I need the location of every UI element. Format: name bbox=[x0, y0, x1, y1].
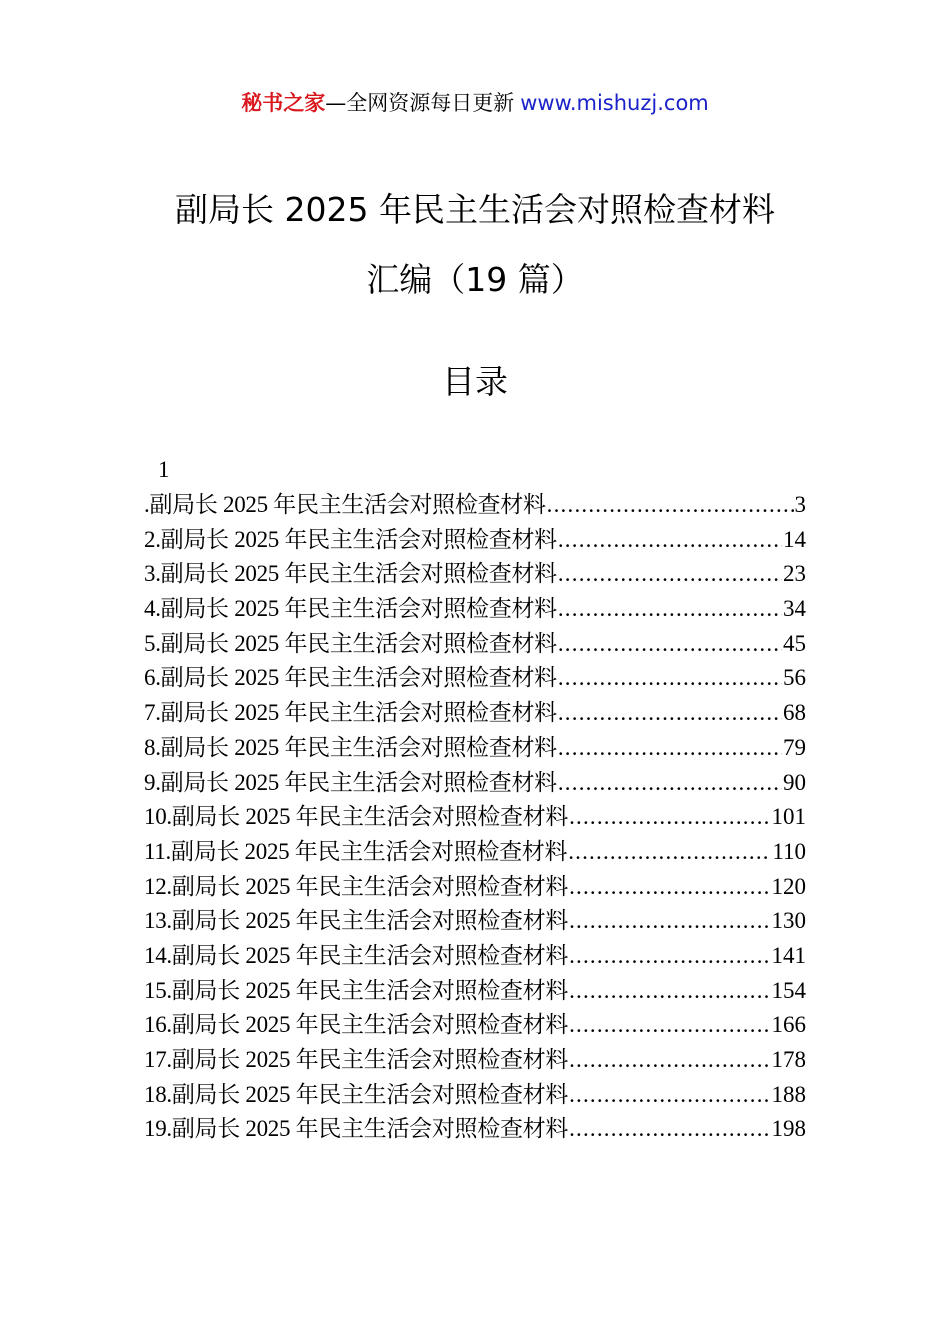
toc-page-number: 34 bbox=[783, 596, 806, 622]
toc-entry-label: 副局长 2025 年民主生活会对照检查材料 bbox=[171, 1081, 569, 1107]
toc-entry-number: 3. bbox=[144, 561, 161, 587]
toc-entry-title bbox=[144, 1043, 568, 1078]
toc-entry[interactable] bbox=[144, 800, 806, 835]
toc-entry-label: 副局长 2025 年民主生活会对照检查材料 bbox=[171, 804, 569, 830]
toc-entry-number: 9. bbox=[144, 769, 161, 795]
toc-dot-leader bbox=[569, 1112, 770, 1147]
toc-dot-leader bbox=[547, 488, 794, 523]
toc-dot-leader bbox=[569, 974, 770, 1009]
toc-entry[interactable] bbox=[144, 870, 806, 905]
document-title-line-1: 副局长 2025 年民主生活会对照检查材料 bbox=[175, 190, 775, 229]
toc-entry-number: 6. bbox=[144, 665, 161, 691]
table-of-contents bbox=[144, 488, 806, 1147]
toc-entry-number: 17. bbox=[144, 1047, 172, 1072]
toc-dot-leader bbox=[558, 627, 782, 662]
toc-entry-label: 副局长 2025 年民主生活会对照检查材料 bbox=[160, 665, 557, 691]
toc-dot-leader bbox=[569, 904, 770, 939]
toc-entry-label: 副局长 2025 年民主生活会对照检查材料 bbox=[160, 526, 557, 552]
toc-page-number: 120 bbox=[771, 873, 806, 899]
toc-entry-number: 19. bbox=[144, 1116, 172, 1142]
toc-entry-number: 12. bbox=[144, 873, 172, 899]
toc-entry[interactable] bbox=[144, 1112, 806, 1147]
toc-entry-number: . bbox=[144, 492, 150, 517]
toc-entry-number: 14. bbox=[144, 942, 172, 968]
toc-entry-label: 副局长 2025 年民主生活会对照检查材料 bbox=[171, 942, 569, 968]
toc-entry-label: 副局长 2025 年民主生活会对照检查材料 bbox=[171, 1116, 569, 1142]
header-tagline: —全网资源每日更新 bbox=[325, 91, 515, 115]
toc-page-number: 45 bbox=[783, 630, 806, 656]
site-header bbox=[0, 88, 950, 118]
toc-entry-number: 2. bbox=[144, 526, 161, 552]
toc-dot-leader bbox=[569, 800, 770, 835]
toc-entry-label: 副局长 2025 年民主生活会对照检查材料 bbox=[160, 734, 557, 760]
toc-first-number: 1 bbox=[158, 457, 170, 482]
toc-entry-number: 18. bbox=[144, 1081, 172, 1107]
toc-entry-title bbox=[144, 870, 568, 905]
toc-page-number: 68 bbox=[783, 700, 806, 726]
toc-entry-number: 4. bbox=[144, 596, 161, 622]
brand-name: 秘书之家 bbox=[241, 91, 326, 115]
toc-entry-number: 10. bbox=[144, 804, 172, 830]
toc-entry-title bbox=[144, 627, 557, 662]
toc-entry-title bbox=[144, 800, 568, 835]
toc-entry[interactable] bbox=[144, 1078, 806, 1113]
toc-entry[interactable] bbox=[144, 627, 806, 662]
toc-entry-label: 副局长 2025 年民主生活会对照检查材料 bbox=[171, 873, 569, 899]
toc-page-number: 3 bbox=[794, 492, 806, 517]
toc-dot-leader bbox=[558, 766, 782, 801]
toc-entry-title bbox=[144, 731, 557, 766]
toc-entry-label: 副局长 2025 年民主生活会对照检查材料 bbox=[160, 700, 557, 726]
toc-entry[interactable] bbox=[144, 904, 806, 939]
toc-entry-title bbox=[144, 696, 557, 731]
toc-entry[interactable] bbox=[144, 592, 806, 627]
toc-entry-number: 8. bbox=[144, 734, 161, 760]
toc-entry-title bbox=[144, 1078, 568, 1113]
toc-page-number: 130 bbox=[771, 908, 806, 934]
toc-page-number: 23 bbox=[783, 561, 806, 587]
toc-page-number: 166 bbox=[771, 1012, 806, 1038]
toc-entry-label: 副局长 2025 年民主生活会对照检查材料 bbox=[171, 1012, 569, 1038]
toc-entry[interactable] bbox=[144, 696, 806, 731]
toc-entry-title bbox=[144, 835, 567, 870]
toc-entry[interactable] bbox=[144, 488, 806, 523]
toc-entry[interactable] bbox=[144, 1043, 806, 1078]
site-url-link[interactable]: www.mishuzj.com bbox=[520, 91, 709, 115]
toc-dot-leader bbox=[558, 661, 782, 696]
toc-dot-leader bbox=[558, 592, 782, 627]
toc-entry-title bbox=[144, 592, 557, 627]
toc-entry[interactable] bbox=[144, 939, 806, 974]
toc-entry[interactable] bbox=[144, 523, 806, 558]
toc-entry[interactable] bbox=[144, 766, 806, 801]
toc-heading: 目录 bbox=[442, 362, 508, 401]
toc-entry[interactable] bbox=[144, 835, 806, 870]
toc-entry-number: 5. bbox=[144, 630, 161, 656]
toc-entry[interactable] bbox=[144, 1008, 806, 1043]
toc-page-number: 154 bbox=[771, 977, 806, 1003]
toc-page-number: 110 bbox=[772, 838, 806, 864]
toc-dot-leader bbox=[558, 523, 782, 558]
toc-dot-leader bbox=[558, 731, 782, 766]
toc-entry-number: 15. bbox=[144, 977, 172, 1003]
toc-entry-label: 副局长 2025 年民主生活会对照检查材料 bbox=[160, 561, 557, 587]
toc-entry-number: 7. bbox=[144, 700, 161, 726]
toc-page-number: 188 bbox=[771, 1081, 806, 1107]
toc-entry-title bbox=[144, 974, 568, 1009]
toc-dot-leader bbox=[569, 1078, 770, 1113]
toc-page-number: 14 bbox=[783, 526, 806, 552]
toc-dot-leader bbox=[569, 939, 770, 974]
toc-entry-label: 副局长 2025 年民主生活会对照检查材料 bbox=[171, 908, 569, 934]
toc-page-number: 90 bbox=[783, 769, 806, 795]
toc-entry[interactable] bbox=[144, 661, 806, 696]
toc-entry-title bbox=[144, 1112, 568, 1147]
toc-entry-label: 副局长 2025 年民主生活会对照检查材料 bbox=[171, 977, 569, 1003]
toc-page-number: 79 bbox=[783, 734, 806, 760]
toc-dot-leader bbox=[558, 557, 782, 592]
toc-entry[interactable] bbox=[144, 557, 806, 592]
toc-page-number: 178 bbox=[771, 1047, 806, 1072]
toc-entry-title bbox=[144, 523, 557, 558]
toc-dot-leader bbox=[558, 696, 782, 731]
toc-entry[interactable] bbox=[144, 974, 806, 1009]
toc-dot-leader bbox=[568, 835, 771, 870]
toc-entry-number: 16. bbox=[144, 1012, 172, 1038]
toc-entry-title bbox=[144, 766, 557, 801]
toc-dot-leader bbox=[569, 870, 770, 905]
document-title-line-2: 汇编（19 篇） bbox=[366, 260, 584, 299]
toc-page-number: 198 bbox=[771, 1116, 806, 1142]
toc-dot-leader bbox=[569, 1008, 770, 1043]
toc-entry-label: 副局长 2025 年民主生活会对照检查材料 bbox=[171, 1047, 569, 1072]
toc-page-number: 56 bbox=[783, 665, 806, 691]
toc-entry-title bbox=[144, 904, 568, 939]
toc-entry-title bbox=[144, 488, 546, 523]
toc-entry[interactable] bbox=[144, 731, 806, 766]
toc-dot-leader bbox=[569, 1043, 770, 1078]
toc-entry-label: 副局长 2025 年民主生活会对照检查材料 bbox=[160, 769, 557, 795]
toc-entry-label: 副局长 2025 年民主生活会对照检查材料 bbox=[160, 596, 557, 622]
toc-entry-label: 副局长 2025 年民主生活会对照检查材料 bbox=[160, 630, 557, 656]
toc-entry-title bbox=[144, 939, 568, 974]
toc-page-number: 101 bbox=[771, 804, 806, 830]
toc-entry-number: 13. bbox=[144, 908, 172, 934]
toc-entry-label: 副局长 2025 年民主生活会对照检查材料 bbox=[149, 492, 546, 517]
toc-page-number: 141 bbox=[771, 942, 806, 968]
toc-entry-title bbox=[144, 1008, 568, 1043]
toc-entry-title bbox=[144, 557, 557, 592]
toc-entry-title bbox=[144, 661, 557, 696]
toc-entry-number: 11. bbox=[144, 838, 171, 864]
toc-entry-label: 副局长 2025 年民主生活会对照检查材料 bbox=[171, 838, 568, 864]
